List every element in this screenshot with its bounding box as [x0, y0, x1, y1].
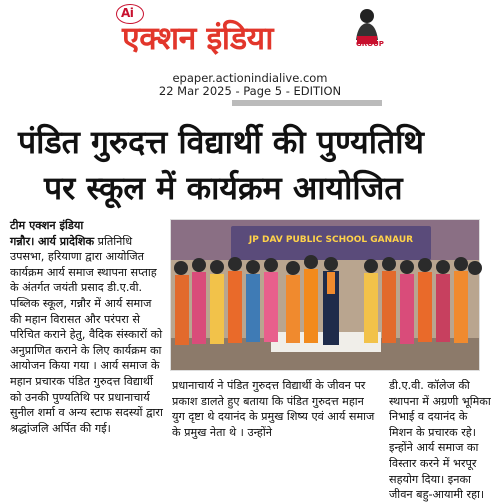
- newspaper-brand-logo: एक्शन इंडिया: [122, 19, 273, 57]
- headline-line-2: पर स्कूल में कार्यक्रम आयोजित: [44, 169, 403, 207]
- group-label: GROUP: [356, 40, 384, 48]
- dateline: गन्नौर।: [10, 234, 35, 248]
- column-1-text: प्रतिनिधि उपसभा, हरियाणा द्वारा आयोजित कार्यक्रम आर्य समाज स्थापना सप्ताह के अंतर्गत जयंती प्रसाद डी.ए.वी. पब्लिक स्कूल, गन्नौर में आर्य समाज की महान विरासत और परंपरा से परिचित कराने हेतु, वैदिक संस्कारों को अनुप्राणित कराने के लिए कार्यक्रम का आयोजन किया गया । आर्य समाज के महान प्रचारक पंडित गुरुदत्त विद्यार्थी को उनकी पुण्यतिथि पर प्रधानाचार्य सुनील शर्मा व अन्य स्टाफ सदस्यों द्वारा श्रद्धांजलि अर्पित की गई।: [10, 234, 163, 435]
- lead-phrase: आर्य प्रादेशिक: [37, 234, 95, 248]
- logo-badge: Ai: [118, 6, 140, 20]
- event-photo: [170, 219, 480, 371]
- clipped-text-fragment: [232, 98, 382, 106]
- article-column-1: [10, 218, 166, 500]
- column-2-text: प्रधानाचार्य ने पंडित गुरुदत्त विद्यार्थी के जीवन पर प्रकाश डालते हुए बताया कि पंडित गुरुदत्त महान युग दृष्टा थे दयानंद के प्रमुख शिष्य एवं आर्य समाज के प्रमुख नेता थे । उन्होंने: [172, 379, 375, 439]
- headline-line-1: पंडित गुरुदत्त विद्यार्थी की पुण्यतिथि: [18, 123, 424, 161]
- school-banner-text: JP DAV PUBLIC SCHOOL GANAUR: [248, 235, 414, 245]
- column-3-text: डी.ए.वी. कॉलेज की स्थापना में अग्रणी भूमिका निभाई व दयानंद के मिशन के प्रचारक रहे। इन्होंने आर्य समाज का विस्तार करने में भरपूर सहयोग दिया। इनका जीवन बहु-आयामी रहा।: [389, 379, 491, 502]
- epaper-url[interactable]: epaper.actionindialive.com: [172, 71, 328, 85]
- edition-date-line: 22 Mar 2025 - Page 5 - EDITION: [158, 84, 342, 98]
- byline: टीम एक्शन इंडिया: [10, 219, 84, 232]
- article-column-3: [389, 378, 494, 502]
- group-photo-illustration: [171, 220, 479, 370]
- article-column-2: [172, 378, 377, 490]
